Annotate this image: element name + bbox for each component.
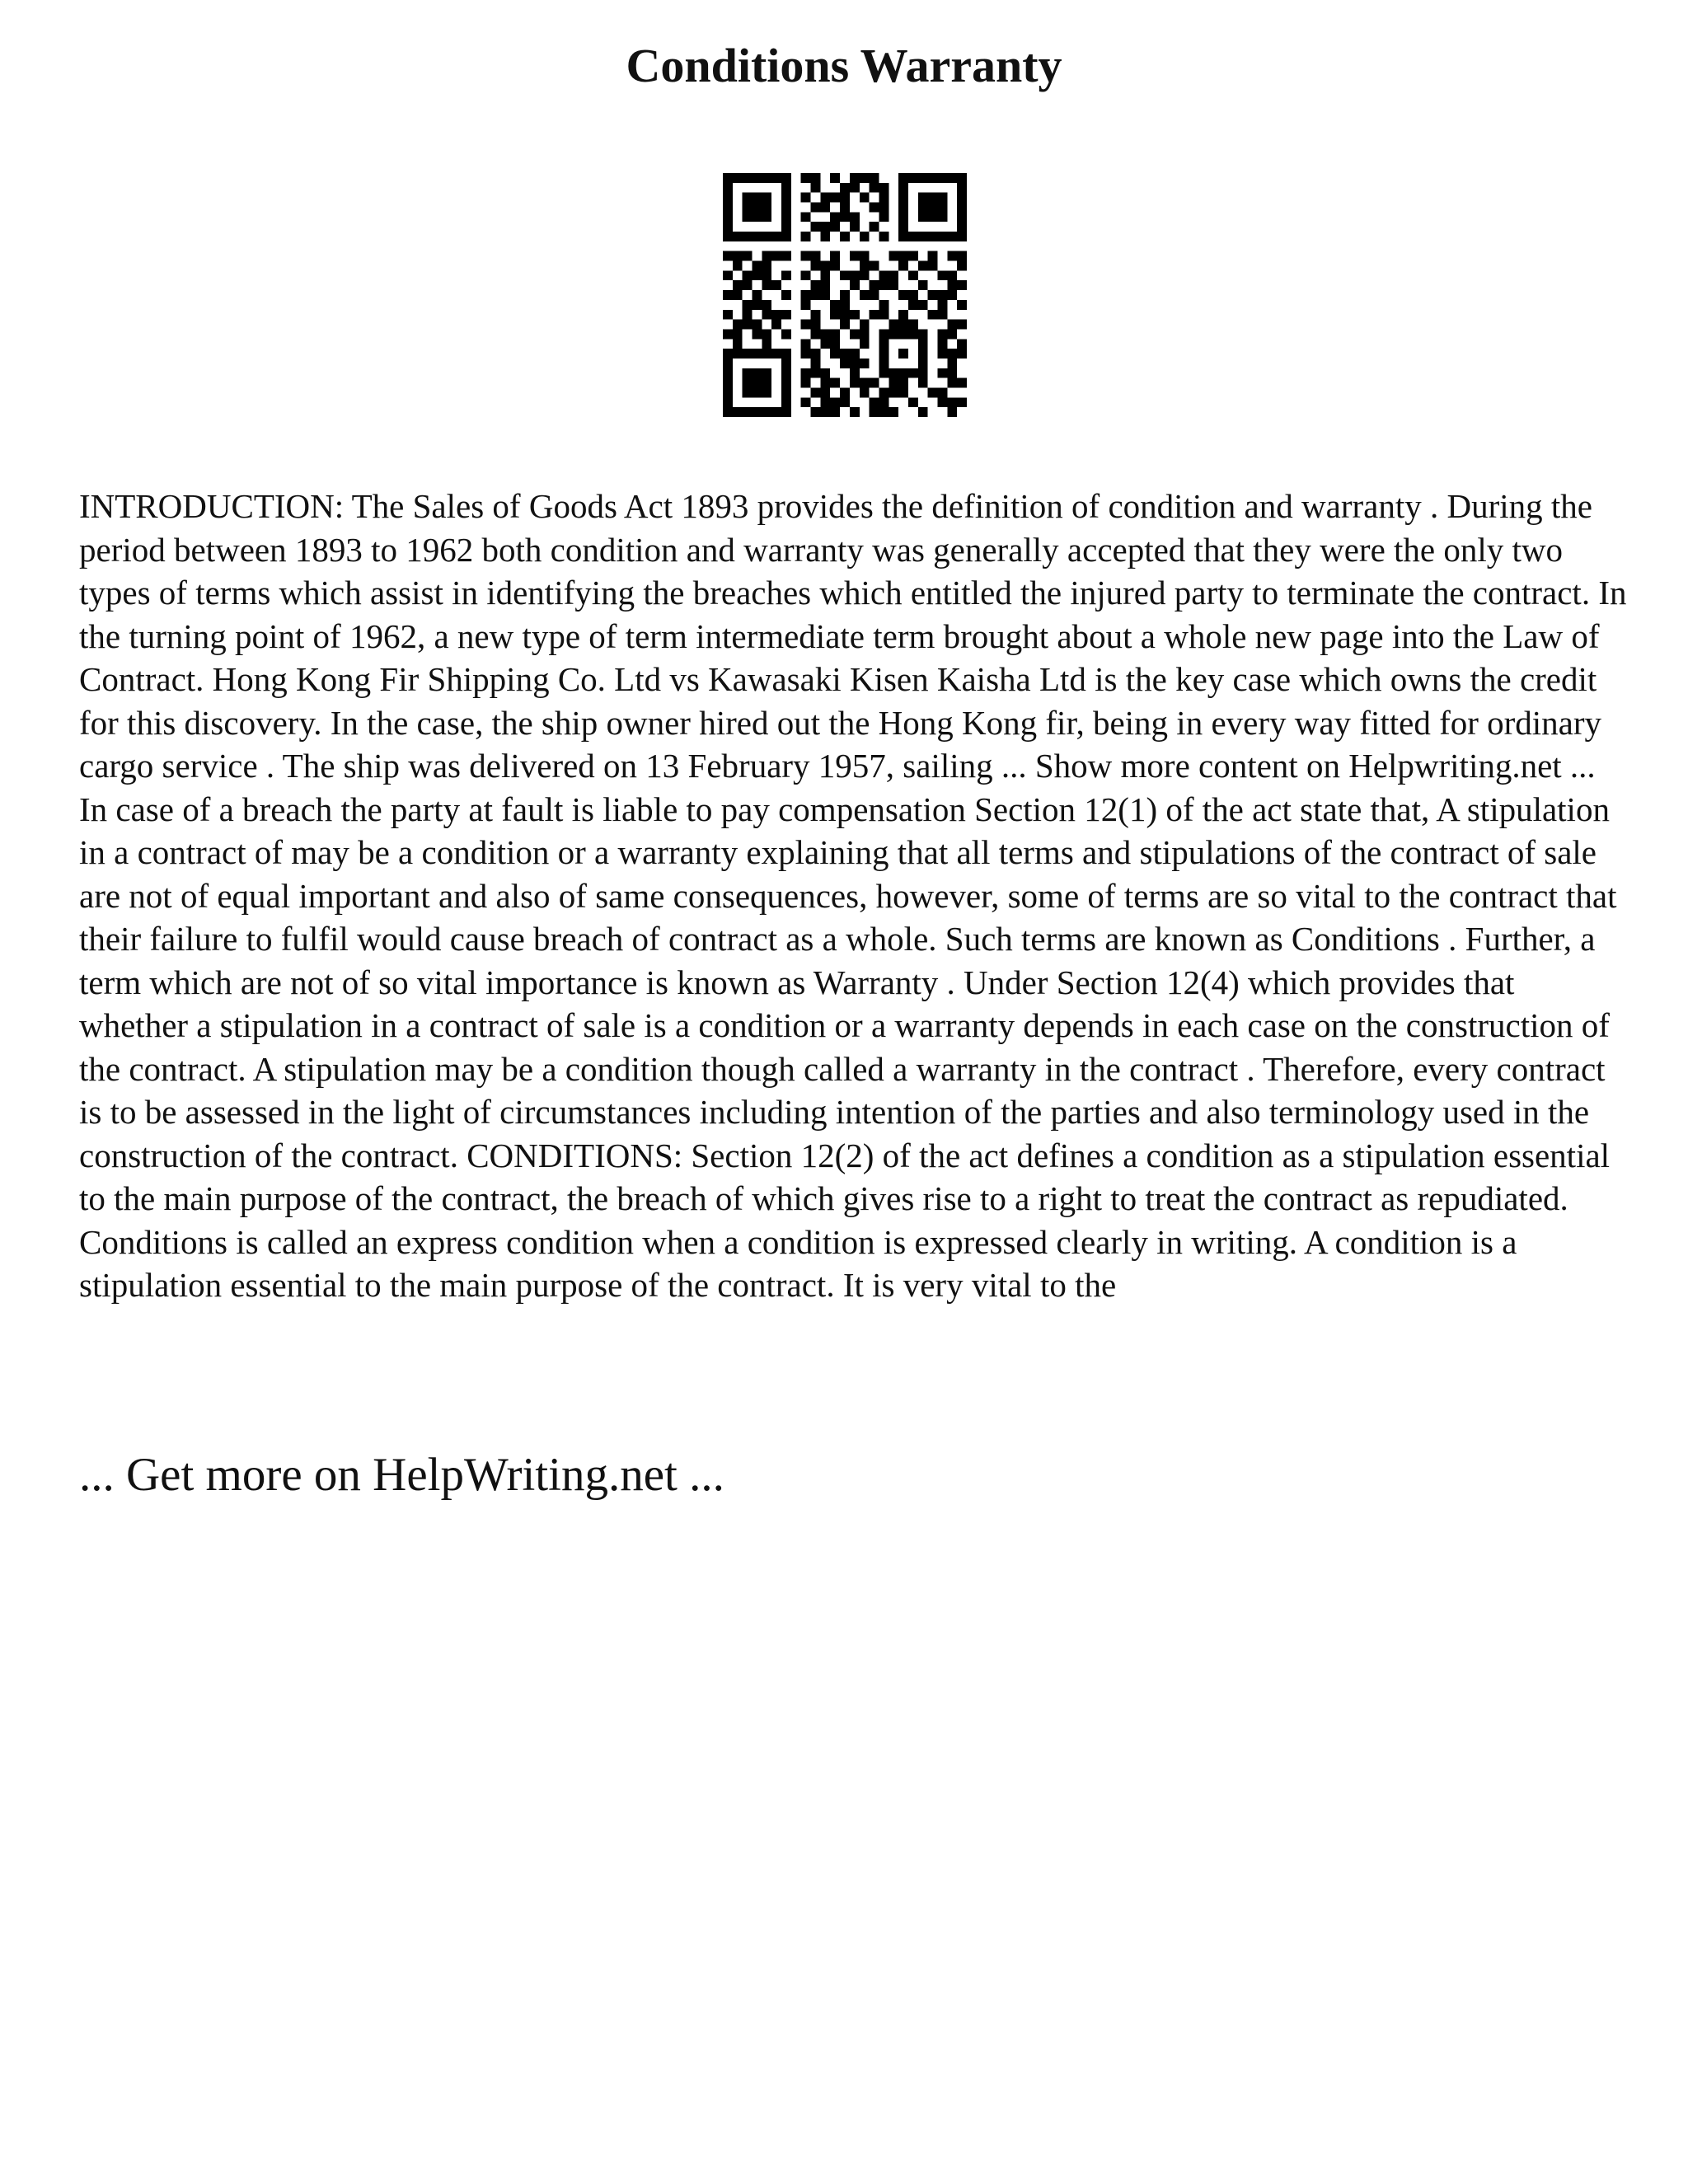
paragraph-introduction: INTRODUCTION: The Sales of Goods Act 1893 provides the definition of condition and warranty . During the period between 1893 to 1962 both condition and warranty was generally accepted that they were the only two types of terms which assist in identifying the breaches which entitled the injured party to terminate the contract. In the turning point of 1962, a new type of term intermediate term brought about a whole new page into the Law of Contract. Hong Kong Fir Shipping Co. Ltd vs Kawasaki Kisen Kaisha Ltd is the key case which owns the credit for this discovery. In the case, the ship owner hired out the Hong Kong fir, being in every way fitted for ordinary cargo service . The ship was delivered on 13 February 1957, sailing ... Show more content on Helpwriting.net ... [79, 487, 1627, 785]
page-title: Conditions Warranty [626, 39, 1062, 92]
paragraph-conditions: In case of a breach the party at fault is liable to pay compensation Section 12(1) of the act state that, A stipulation in a contract of may be a condition or a warranty explaining that all terms and stipulations of the contract of sale are not of equal important and also of same consequences, however, some of terms are so vital to the contract that their failure to fulfil would cause breach of contract as a whole. Such terms are known as Conditions . Further, a term which are not of so vital importance is known as Warranty . Under Section 12(4) which provides that whether a stipulation in a contract of sale is a condition or a warranty depends in each case on the construction of the contract. A stipulation may be a condition though called a warranty in the contract . Therefore, every contract is to be assessed in the light of circumstances including intention of the parties and also terminology used in the construction of the contract. CONDITIONS: Section 12(2) of the act defines a condition as a stipulation essential to the main purpose of the contract, the breach of which gives rise to a right to treat the contract as repudiated. Conditions is called an express condition when a condition is expressed clearly in writing. A condition is a stipulation essential to the main purpose of the contract. It is very vital to the [79, 790, 1617, 1304]
qr-code-icon [723, 173, 967, 417]
get-more-link[interactable]: ... Get more on HelpWriting.net ... [79, 1449, 724, 1501]
article-body [79, 485, 1629, 1307]
